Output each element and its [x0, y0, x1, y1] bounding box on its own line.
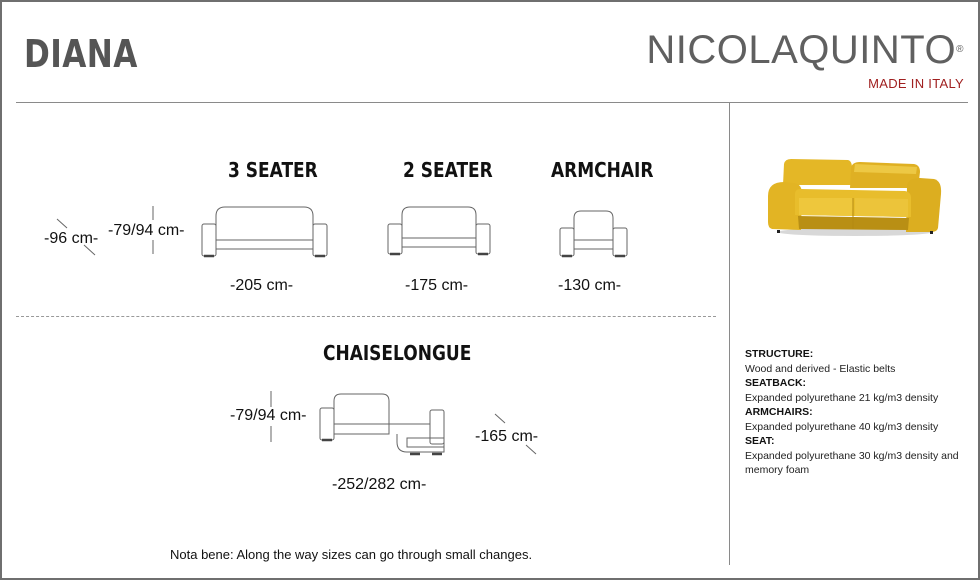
spec-text: Expanded polyurethane 30 kg/m3 density and memory foam — [745, 449, 959, 476]
three-seater-drawing — [202, 207, 327, 256]
spec-title: SEAT: — [745, 435, 775, 447]
specifications — [745, 347, 973, 478]
brand-name: NICOLAQUINTO — [646, 28, 957, 72]
sofa-line-drawings — [2, 2, 978, 578]
three-seater-label: 3 SEATER — [228, 158, 318, 182]
spec-title: ARMCHAIRS: — [745, 406, 813, 418]
armchair-drawing — [560, 211, 627, 256]
spec-item — [745, 376, 973, 405]
chaiselongue-width: -252/282 cm- — [332, 476, 427, 493]
three-seater-width: -205 cm- — [230, 277, 294, 294]
spec-title: SEATBACK: — [745, 377, 807, 389]
model-title: DIANA — [24, 32, 138, 76]
spec-text: Wood and derived - Elastic belts — [745, 362, 896, 375]
two-seater-label: 2 SEATER — [403, 158, 493, 182]
nota-bene: Nota bene: Along the way sizes can go through small changes. — [170, 547, 533, 562]
two-seater-width: -175 cm- — [405, 277, 469, 294]
spec-text: Expanded polyurethane 21 kg/m3 density — [745, 391, 939, 404]
sofa-product-photo — [768, 159, 941, 236]
depth-marker — [57, 219, 95, 255]
spec-text: Expanded polyurethane 40 kg/m3 density — [745, 420, 939, 433]
armchair-width: -130 cm- — [558, 277, 622, 294]
chaiselongue-depth: -165 cm- — [475, 428, 539, 445]
spec-item — [745, 434, 973, 478]
spec-item — [745, 347, 973, 376]
two-seater-drawing — [388, 207, 490, 254]
chaiselongue-label: CHAISELONGUE — [323, 341, 472, 365]
chaiselongue-drawing — [320, 394, 444, 454]
brand-tagline: MADE IN ITALY — [868, 76, 964, 91]
armchair-label: ARMCHAIR — [551, 158, 654, 182]
spec-item — [745, 405, 973, 434]
registered-mark: ® — [956, 44, 964, 55]
spec-title: STRUCTURE: — [745, 348, 814, 360]
height-dimension: -79/94 cm- — [108, 222, 185, 239]
chaiselongue-height: -79/94 cm- — [230, 407, 307, 424]
chaiselongue-depth-marker — [495, 414, 536, 454]
depth-dimension: -96 cm- — [44, 230, 99, 247]
